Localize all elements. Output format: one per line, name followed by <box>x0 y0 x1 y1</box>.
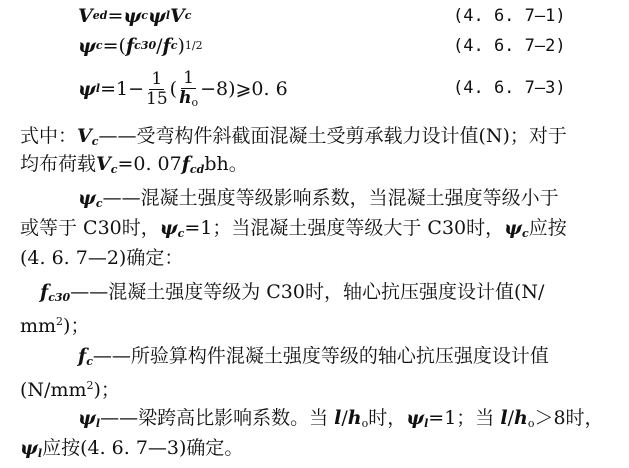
eq3-frac2-numerator: 1 <box>183 68 194 88</box>
para3-line2-unit: mm <box>20 315 57 337</box>
para2-line2-symbol2-sub: c <box>522 227 529 240</box>
eq1-rel: = <box>107 5 124 27</box>
para1-line2-symbol2-sub: cd <box>189 163 205 176</box>
para5-slash2: / <box>507 407 514 429</box>
eq2-exponent: 1/2 <box>184 39 203 52</box>
equation-number-2: (4. 6. 7—2) <box>453 36 566 56</box>
para5-l2: l <box>500 407 508 429</box>
eq1-lhs-sub: ed <box>92 9 108 22</box>
para3-symbol: f <box>40 281 49 303</box>
para1-line2-symbol: V <box>96 153 111 175</box>
para1-text: ——受弯构件斜截面混凝土受剪承载力设计值(N)；对于 <box>98 125 567 147</box>
para5-line2 <box>20 434 620 468</box>
para3-text: ——混凝土强度等级为 C30时，轴心抗压强度设计值(N/ <box>70 281 545 303</box>
para4-text: ——所验算构件混凝土强度等级的轴心抗压强度设计值 <box>92 345 549 367</box>
para5-text: ——梁跨高比影响系数。当 <box>100 407 335 429</box>
para4-symbol: f <box>78 345 87 367</box>
para2-line2-mid: =1；当混凝土强度等级大于 C30时， <box>184 217 505 239</box>
equation-1 <box>78 2 192 30</box>
para2-symbol: ψ <box>78 187 96 209</box>
para5-text-d: =1；当 <box>428 407 501 429</box>
para1-line2-text: 均布荷载 <box>20 153 97 175</box>
eq1-term2: ψ <box>147 5 166 27</box>
eq3-tail: −8)⩾0. 6 <box>200 78 288 100</box>
eq1-term1: ψ <box>123 5 142 27</box>
para5-h-sub: o <box>361 417 369 430</box>
para2-line2-symbol-sub: c <box>177 227 185 240</box>
para4-line2-tail: )； <box>93 379 120 401</box>
eq1-term1-sub: c <box>141 9 148 22</box>
eq3-lhs: ψ <box>78 78 96 100</box>
para2-line2-symbol2: ψ <box>504 217 523 239</box>
eq2-b-sub: c <box>170 39 178 52</box>
para5-text-e: ＞8时， <box>534 407 604 429</box>
equation-row-2 <box>0 32 629 60</box>
eq1-lhs: V <box>78 5 93 27</box>
eq3-frac2-denominator-wrap <box>179 89 198 108</box>
eq1-term2-sub: l <box>165 9 171 22</box>
para2-line3: (4. 6. 7—2)确定： <box>20 247 184 269</box>
para1-symbol: V <box>77 125 92 147</box>
eq3-rel: =1− <box>100 78 145 100</box>
equation-2 <box>78 32 203 60</box>
para5-symbol-sub: l <box>95 417 101 430</box>
para1-line2-tail: bh。 <box>204 153 248 175</box>
eq3-frac2-den-sub: o <box>191 96 199 109</box>
para5-line2-text: 应按(4. 6. 7—3)确定。 <box>42 437 244 459</box>
para3-symbol-sub: c30 <box>48 291 71 304</box>
para1-prefix: 式中： <box>20 125 78 147</box>
para5-h: h <box>347 407 362 429</box>
para1-line2-symbol-sub: c <box>110 163 118 176</box>
para4-symbol-sub: c <box>86 355 93 368</box>
para5-symbol2: ψ <box>406 407 425 429</box>
para5-line2-symbol: ψ <box>20 437 38 459</box>
eq3-lhs-sub: l <box>95 82 101 95</box>
para2-line2-symbol: ψ <box>159 217 178 239</box>
para2-line2 <box>20 214 620 248</box>
para5-line1 <box>78 404 623 438</box>
para2-line1 <box>78 184 618 218</box>
equation-3 <box>78 70 288 108</box>
para5-symbol: ψ <box>78 407 96 429</box>
para4-line2-unit: (N/mm <box>20 379 87 401</box>
para3-line1 <box>40 278 615 312</box>
para5-symbol2-sub: l <box>424 417 429 430</box>
eq3-lparen: ( <box>169 78 178 100</box>
eq1-term3-sub: c <box>184 9 192 22</box>
para2-symbol-sub: c <box>95 197 103 210</box>
equation-number-3: (4. 6. 7—3) <box>453 78 566 98</box>
eq1-term3: V <box>170 5 185 27</box>
para5-l: l <box>334 407 342 429</box>
para1-line2-value: =0. 07 <box>117 153 182 175</box>
para1-line2 <box>20 150 620 184</box>
para4-line2 <box>20 372 620 404</box>
eq3-frac1-numerator: 1 <box>151 68 163 89</box>
para5-h2: h <box>513 407 528 429</box>
eq3-fraction-2 <box>179 70 198 108</box>
equation-row-3 <box>0 68 629 109</box>
para4-line1 <box>78 342 618 376</box>
eq2-lhs: ψ <box>78 35 96 57</box>
eq2-a-sub: c30 <box>134 39 157 52</box>
para5-text-c: 时， <box>368 407 407 429</box>
equation-row-1 <box>0 2 629 30</box>
para4-line2-sup: 2 <box>86 379 94 392</box>
eq2-rel: =( <box>102 35 126 57</box>
eq3-frac1-denominator: 15 <box>146 88 168 109</box>
para3-line2-tail: )； <box>63 315 90 337</box>
para3-line2 <box>20 308 620 340</box>
equation-number-1: (4. 6. 7—1) <box>453 6 566 26</box>
eq2-slash: / <box>156 35 163 57</box>
eq3-frac2-denominator: h <box>179 88 192 108</box>
para1-symbol-sub: c <box>91 135 99 148</box>
para5-slash: / <box>341 407 348 429</box>
eq2-a: f <box>125 35 135 57</box>
eq3-fraction-1 <box>146 68 168 109</box>
para1-line2-symbol2: f <box>181 153 190 175</box>
eq2-lhs-sub: c <box>95 39 103 52</box>
para5-h2-sub: o <box>527 417 535 430</box>
para2-line2-text: 或等于 C30时， <box>20 217 160 239</box>
para3-line2-sup: 2 <box>56 315 64 328</box>
eq2-rparen: ) <box>177 35 185 57</box>
para5-line2-symbol-sub: l <box>37 447 43 460</box>
eq2-b: f <box>162 35 171 57</box>
para2-line2-tail: 应按 <box>528 217 567 239</box>
para2-text: ——混凝土强度等级影响系数，当混凝土强度等级小于 <box>102 187 559 209</box>
